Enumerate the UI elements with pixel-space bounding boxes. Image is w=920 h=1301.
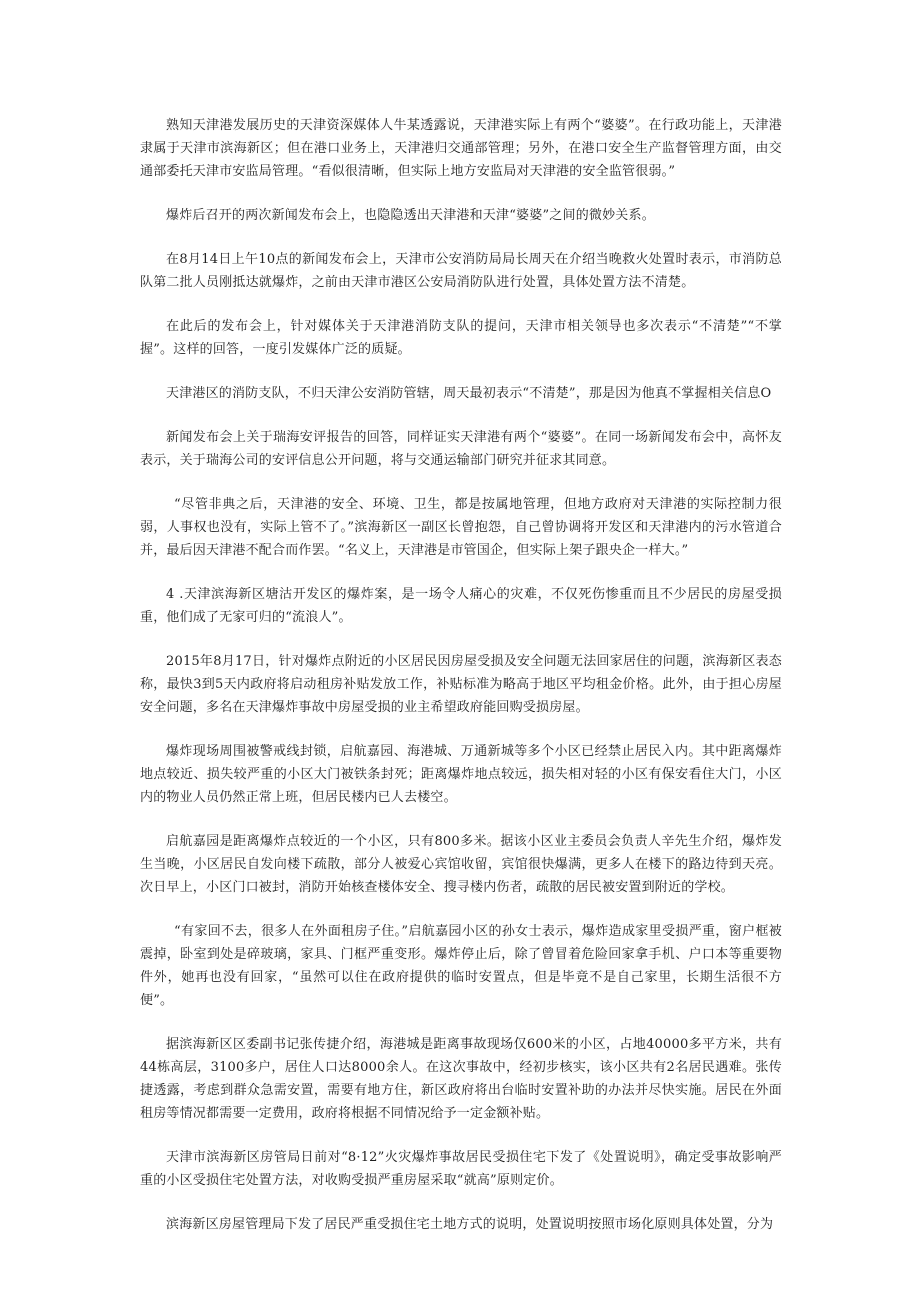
paragraph-6: 新闻发布会上关于瑞海安评报告的回答，同样证实天津港有两个“婆婆”。在同一场新闻发布会中，高怀友表示，关于瑞海公司的安评信息公开问题，将与交通运输部门研究并征求其同意。 — [140, 430, 782, 468]
paragraph-1: 熟知天津港发展历史的天津资深媒体人牛某透露说，天津港实际上有两个“婆婆”。在行政功能上，天津港隶属于天津市滨海新区；但在港口业务上，天津港归交通部管理；另外，在港口安全生产监督管理方面，由交通部委托天津市安监局管理。“看似很清晰，但实际上地方安监局对天津港的安全监管很弱。” — [140, 118, 782, 179]
paragraph-13: 据滨海新区区委副书记张传捷介绍，海港城是距离事故现场仅600米的小区，占地40000多平方米，共有44栋高层，3100多户，居住人口达8000余人。在这次事故中，经初步核实，该小区共有2名居民遇难。张传捷透露，考虑到群众急需安置，需要有地方住，新区政府将出台临时安置补助的办法并尽快实施。居民在外面租房等情况都需要一定费用，政府将根据不同情况给予一定金额补贴。 — [140, 1037, 782, 1121]
paragraph-14: 天津市滨海新区房管局日前对“8·12”火灾爆炸事故居民受损住宅下发了《处置说明》，确定受事故影响严重的小区受损住宅处置方法，对收购受损严重房屋采取“就高”原则定价。 — [140, 1150, 782, 1188]
paragraph-4: 在此后的发布会上，针对媒体关于天津港消防支队的提问，天津市相关领导也多次表示“不清楚”“不掌握”。这样的回答，一度引发媒体广泛的质疑。 — [140, 319, 782, 357]
article-body — [140, 114, 782, 1257]
paragraph-7: “尽管非典之后，天津港的安全、环境、卫生，都是按属地管理，但地方政府对天津港的实际控制力很弱，人事权也没有，实际上管不了。”滨海新区一副区长曾抱怨，自己曾协调将开发区和天津港内的污水管道合并，最后因天津港不配合而作罢。“名义上，天津港是市管国企，但实际上架子跟央企一样大。” — [140, 497, 782, 558]
paragraph-10: 爆炸现场周围被警戒线封锁，启航嘉园、海港城、万通新城等多个小区已经禁止居民入内。其中距离爆炸地点较近、损失较严重的小区大门被铁条封死；距离爆炸地点较远，损失相对轻的小区有保安看住大门，小区内的物业人员仍然正常上班，但居民楼内已人去楼空。 — [140, 744, 782, 805]
paragraph-2: 爆炸后召开的两次新闻发布会上，也隐隐透出天津港和天津“婆婆”之间的微妙关系。 — [166, 208, 655, 223]
paragraph-5: 天津港区的消防支队，不归天津公安消防管辖，周天最初表示“不清楚”，那是因为他真不掌握相关信息O — [166, 386, 772, 401]
paragraph-9: 2015年8月17日，针对爆炸点附近的小区居民因房屋受损及安全问题无法回家居住的问题，滨海新区表态称，最快3到5天内政府将启动租房补贴发放工作，补贴标准为略高于地区平均租金价格。此外，由于担心房屋安全问题，多名在天津爆炸事故中房屋受损的业主希望政府能回购受损房屋。 — [140, 654, 782, 715]
paragraph-15: 滨海新区房屋管理局下发了居民严重受损住宅土地方式的说明，处置说明按照市场化原则具体处置，分为 — [166, 1217, 774, 1232]
paragraph-8: 4 .天津滨海新区塘沽开发区的爆炸案，是一场令人痛心的灾难，不仅死伤惨重而且不少居民的房屋受损重，他们成了无家可归的“流浪人”。 — [140, 587, 782, 625]
paragraph-3: 在8月14日上午10点的新闻发布会上，天津市公安消防局局长周天在介绍当晚救火处置时表示，市消防总队第二批人员刚抵达就爆炸，之前由天津市港区公安局消防队进行处置，具体处置方法不清楚。 — [140, 252, 782, 290]
paragraph-11: 启航嘉园是距离爆炸点较近的一个小区，只有800多米。据该小区业主委员会负责人辛先生介绍，爆炸发生当晚，小区居民自发向楼下疏散，部分人被爱心宾馆收留，宾馆很快爆满，更多人在楼下的路边待到天亮。次日早上，小区门口被封，消防开始核查楼体安全、搜寻楼内伤者，疏散的居民被安置到附近的学校。 — [140, 834, 782, 895]
paragraph-12: “有家回不去，很多人在外面租房子住。”启航嘉园小区的孙女士表示，爆炸造成家里受损严重，窗户框被震掉，卧室到处是碎玻璃，家具、门框严重变形。爆炸停止后，除了曾冒着危险回家拿手机、户口本等重要物件外，她再也没有回家，“虽然可以住在政府提供的临时安置点，但是毕竟不是自己家里，长期生活很不方便”。 — [140, 924, 782, 1008]
